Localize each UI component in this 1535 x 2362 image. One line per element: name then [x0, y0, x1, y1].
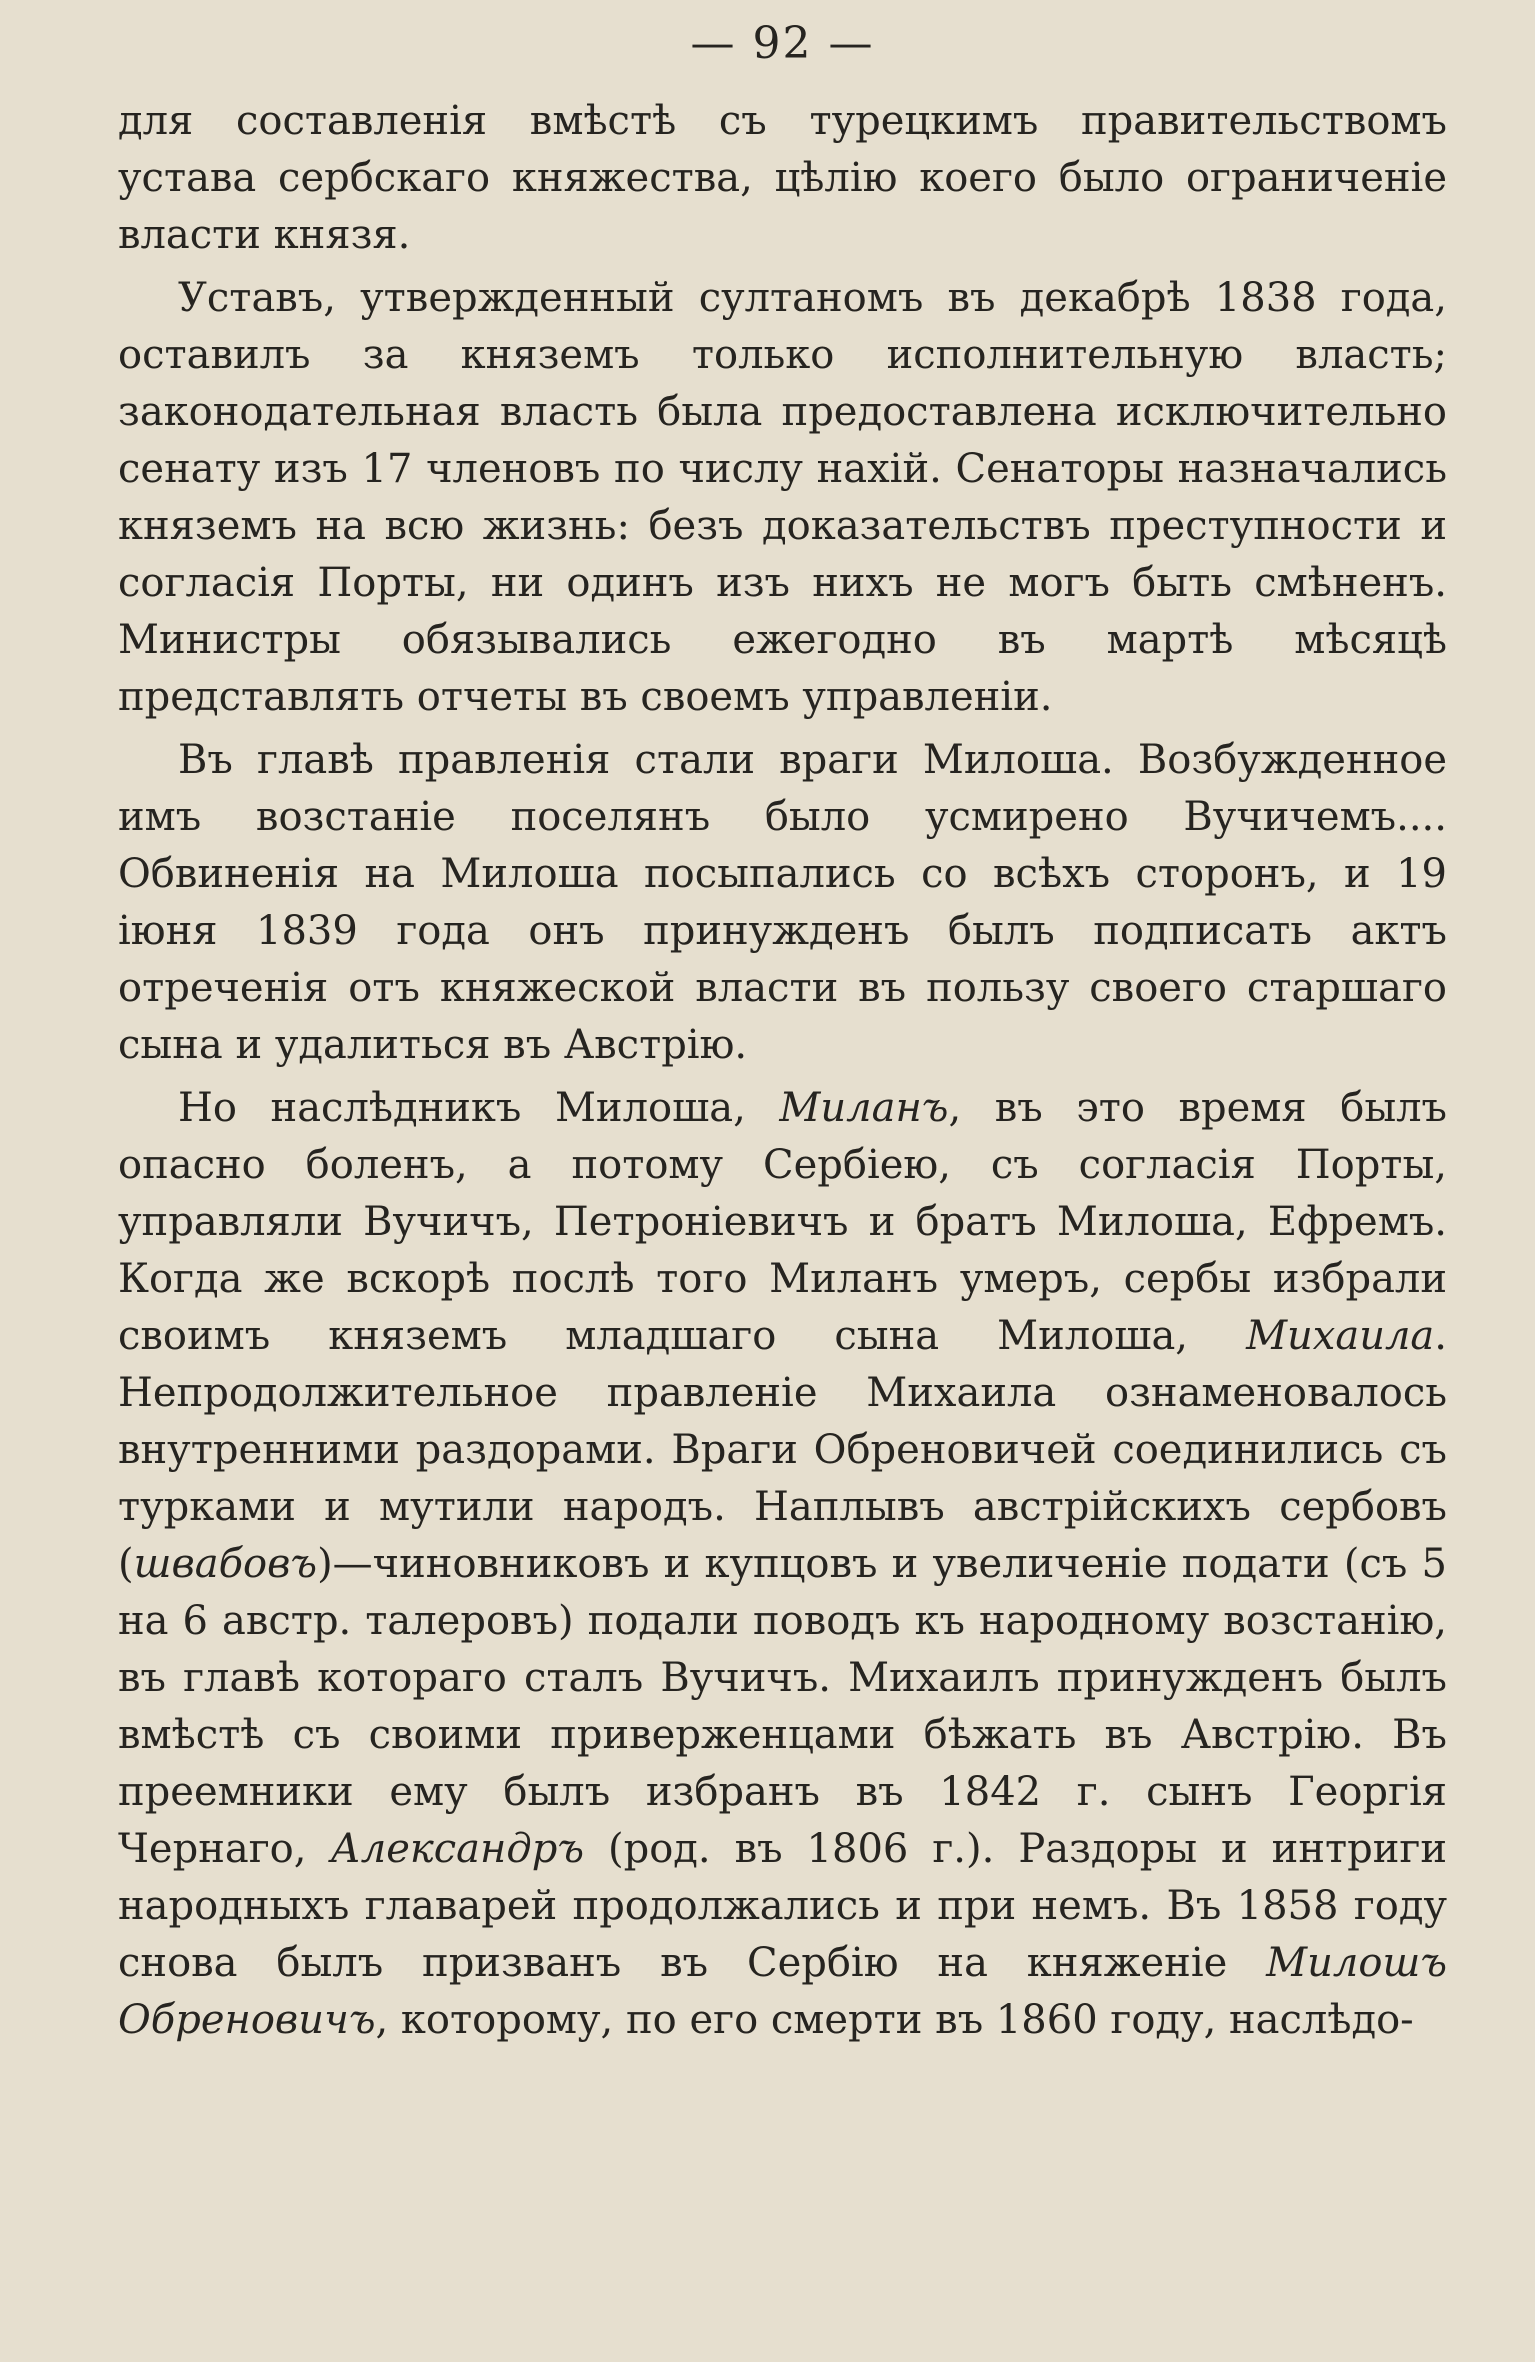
paragraph	[118, 732, 1447, 1074]
page-number: — 92 —	[690, 18, 875, 69]
text-fragment: )—чиновниковъ и купцовъ и увеличеніе подати (съ 5 на 6 австр. талеровъ) подали поводъ къ народному возстанію, въ главѣ котораго сталъ Вучичъ. Михаилъ принужденъ былъ вмѣстѣ съ своими приверженцами бѣжать въ Австрію. Въ преемники ему былъ избранъ въ 1842 г. сынъ Георгія Чернаго,	[118, 1540, 1447, 1872]
italic-text: Миланъ	[779, 1084, 949, 1131]
italic-text: Михаила	[1246, 1312, 1435, 1359]
paragraph	[118, 270, 1447, 726]
text-fragment: , въ это время былъ опасно боленъ, а потому Сербіею, съ согласія Порты, управляли Вучичъ, Петроніевичъ и братъ Милоша, Ефремъ. Когда же вскорѣ послѣ того Миланъ умеръ, сербы избрали своимъ княземъ младшаго сына Милоша,	[118, 1084, 1448, 1359]
text-fragment: . Непродолжительное правленіе Михаила ознаменовалось внутренними раздорами. Враги Обреновичей соединились съ турками и мутили народъ. Наплывъ австрійскихъ сербовъ (	[118, 1312, 1447, 1587]
text-fragment: Но наслѣдникъ Милоша,	[178, 1084, 780, 1131]
italic-text: швабовъ	[133, 1540, 318, 1587]
text-fragment: , которому, по его смерти въ 1860 году, наслѣдо-	[375, 1996, 1414, 2043]
italic-text: Александръ	[330, 1825, 584, 1872]
italic-text: Милошъ Обреновичъ	[118, 1939, 1447, 2043]
text-fragment: для составленія вмѣстѣ съ турецкимъ правительствомъ устава сербскаго княжества, цѣлію коего было ограниченіе власти князя.	[118, 97, 1447, 258]
text-fragment: Уставъ, утвержденный султаномъ въ декабрѣ 1838 года, оставилъ за княземъ только исполнительную власть; законодательная власть была предоставлена исключительно сенату изъ 17 членовъ по числу нахій. Сенаторы назначались княземъ на всю жизнь: безъ доказательствъ преступности и согласія Порты, ни одинъ изъ нихъ не могъ быть смѣненъ. Министры обязывались ежегодно въ мартѣ мѣсяцѣ представлять отчеты въ своемъ управленіи.	[118, 274, 1447, 720]
text-fragment: (род. въ 1806 г.). Раздоры и интриги народныхъ главарей продолжались и при немъ. Въ 1858 году снова былъ призванъ въ Сербію на княженіе	[118, 1825, 1448, 1986]
text-fragment: Въ главѣ правленія стали враги Милоша. Возбужденное имъ возстаніе поселянъ было усмирено Вучичемъ.... Обвиненія на Милоша посыпались со всѣхъ сторонъ, и 19 іюня 1839 года онъ принужденъ былъ подписать актъ отреченія отъ княжеской власти въ пользу своего старшаго сына и удалиться въ Австрію.	[118, 736, 1447, 1068]
paragraph	[118, 93, 1447, 264]
paragraph	[118, 1080, 1447, 2049]
text-body	[118, 93, 1447, 2049]
